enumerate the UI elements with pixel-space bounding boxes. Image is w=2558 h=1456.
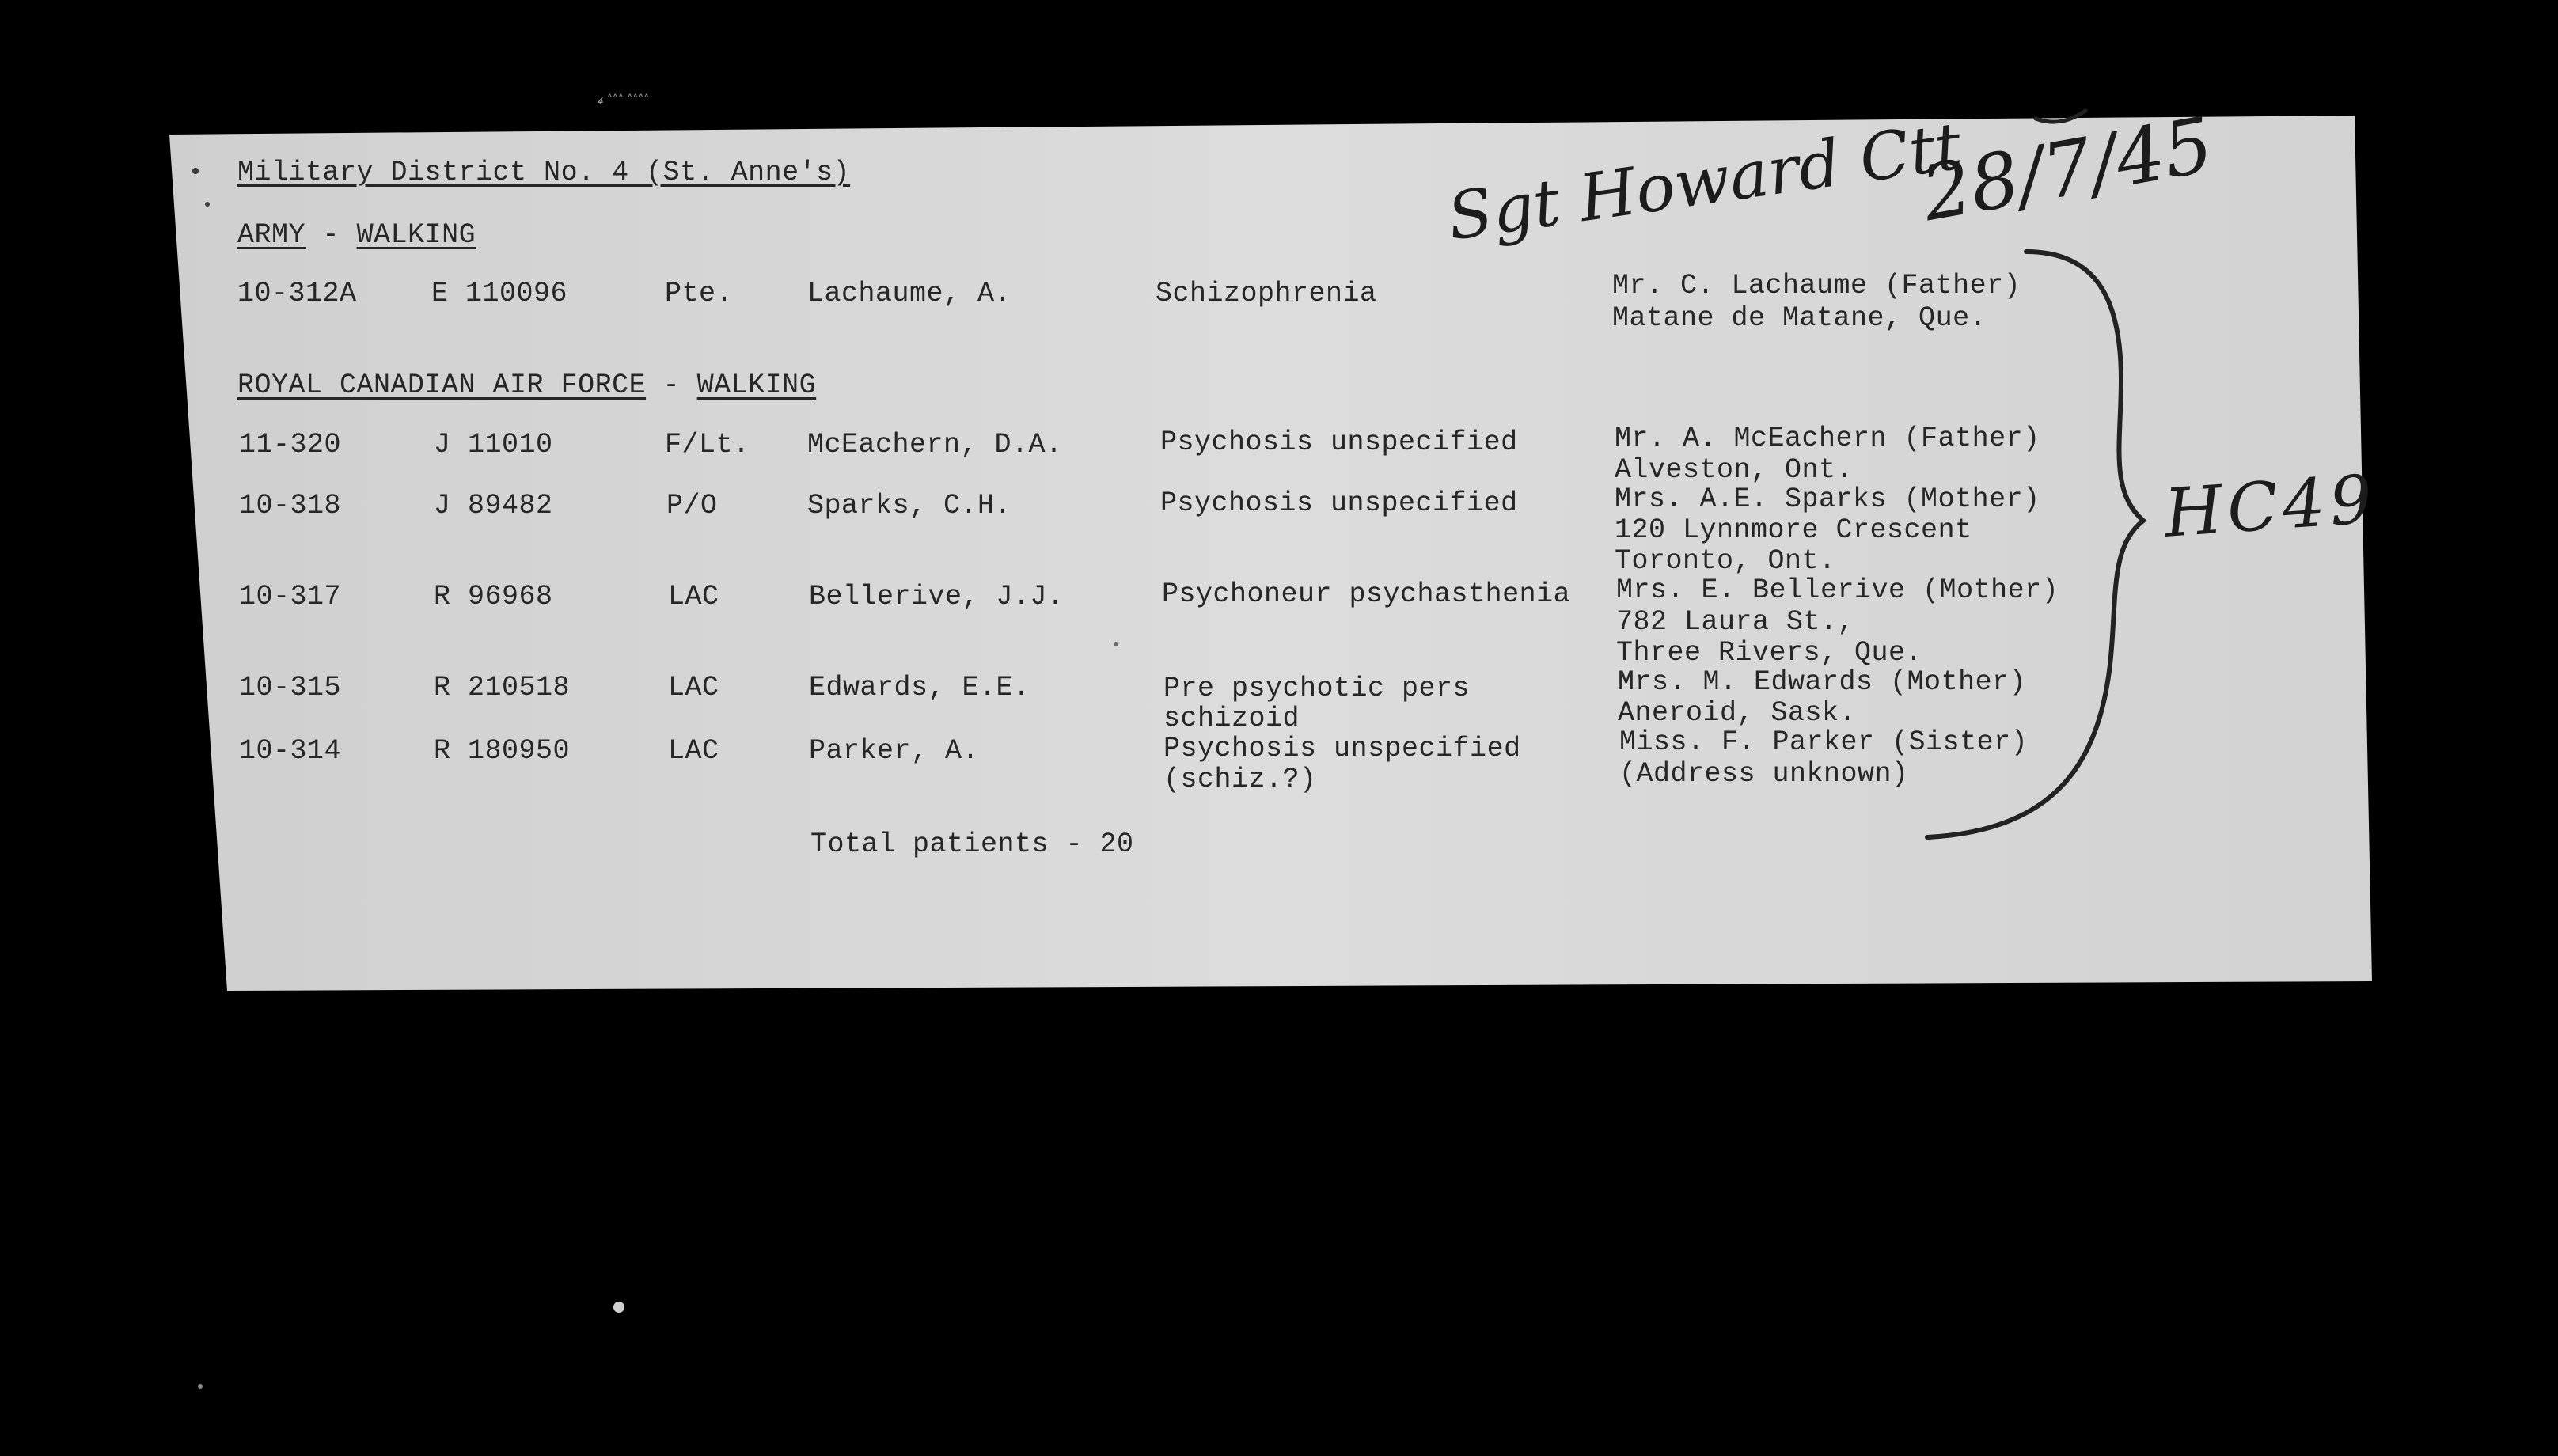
handwritten-code: HC49 (2161, 460, 2380, 552)
rank: LAC (668, 672, 719, 703)
section-dash: - (322, 219, 340, 251)
section-dash: - (662, 370, 681, 401)
contact-line: Alveston, Ont. (1615, 454, 1854, 486)
handwritten-signature: Sgt Howard Ctt (1443, 108, 1967, 256)
service-number: R 96968 (434, 581, 553, 612)
patient-name: McEachern, D.A. (807, 429, 1063, 461)
contact-line: 782 Laura St., (1616, 606, 1855, 638)
total-patients: Total patients - 20 (810, 828, 1134, 860)
diagnosis-line: Psychosis unspecified (1160, 487, 1518, 519)
service-number: J 11010 (434, 429, 553, 461)
patient-number: 10-312A (237, 278, 357, 309)
service-number: R 180950 (434, 735, 571, 767)
patient-number: 10-315 (239, 672, 342, 703)
contact-line: Matane de Matane, Que. (1612, 302, 1987, 334)
contact-line: Mrs. E. Bellerive (Mother) (1616, 574, 2059, 606)
contact-line: Mr. A. McEachern (Father) (1615, 423, 2040, 454)
section-status: WALKING (696, 370, 817, 401)
faint-top-mark: ʑ ˄˄˄ ˄˄˄˄ (598, 93, 650, 106)
diagnosis-line: Psychosis unspecified (1160, 427, 1518, 458)
rank: P/O (666, 490, 718, 521)
diagnosis-line: Pre psychotic pers (1163, 673, 1471, 704)
contact-line: 120 Lynnmore Crescent (1615, 514, 1972, 546)
patient-number: 10-318 (239, 490, 342, 521)
rank: Pte. (665, 278, 734, 309)
contact-line: Miss. F. Parker (Sister) (1619, 726, 2029, 758)
diagnosis-line: Psychosis unspecified (1163, 733, 1521, 764)
patient-name: Bellerive, J.J. (809, 581, 1065, 612)
patient-number: 10-317 (239, 581, 342, 612)
service-number: R 210518 (434, 672, 571, 703)
diagnosis-line: Psychoneur psychasthenia (1162, 578, 1571, 610)
contact-line: Mrs. M. Edwards (Mother) (1618, 666, 2027, 698)
service-number: J 89482 (434, 490, 553, 521)
contact-line: Mrs. A.E. Sparks (Mother) (1615, 483, 2040, 515)
rank: F/Lt. (665, 429, 750, 461)
diagnosis-line: (schiz.?) (1163, 764, 1317, 795)
diagnosis-line: schizoid (1163, 703, 1300, 734)
contact-line: (Address unknown) (1619, 758, 1909, 790)
service-number: E 110096 (431, 278, 568, 309)
document-title: Military District No. 4 (St. Anne's) (237, 157, 851, 188)
patient-name: Lachaume, A. (807, 278, 1012, 309)
contact-line: Mr. C. Lachaume (Father) (1612, 270, 2021, 301)
contact-line: Three Rivers, Que. (1616, 637, 1923, 669)
handwritten-date: 28/7/45 (1915, 100, 2220, 239)
contact-line: Toronto, Ont. (1615, 545, 1836, 577)
section-branch: ROYAL CANADIAN AIR FORCE (237, 370, 647, 401)
diagnosis-line: Schizophrenia (1156, 278, 1377, 309)
patient-name: Edwards, E.E. (809, 672, 1030, 703)
patient-name: Parker, A. (809, 735, 980, 767)
section-status: WALKING (356, 219, 476, 251)
contact-line: Aneroid, Sask. (1618, 697, 1857, 729)
section-branch: ARMY (237, 219, 306, 251)
patient-number: 11-320 (239, 429, 342, 461)
rank: LAC (668, 581, 719, 612)
patient-number: 10-314 (239, 735, 342, 767)
rank: LAC (668, 735, 719, 767)
patient-name: Sparks, C.H. (807, 490, 1012, 521)
